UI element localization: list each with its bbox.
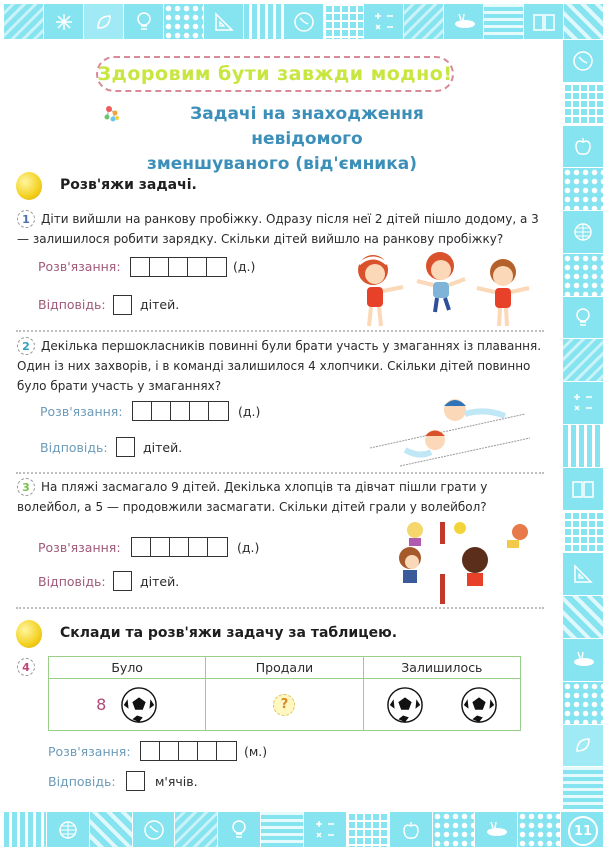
answer-unit: дітей. [140,574,180,589]
apple-icon [400,819,422,841]
dots-tile [518,812,561,848]
clock-tile [284,4,324,40]
task-number: 1 [17,210,35,228]
subtitle-line-2: зменшуваного (від'ємника) [146,154,418,174]
leaf-icon [573,735,593,755]
task-number: 4 [17,658,35,676]
table-header: Продали [206,657,363,679]
task-text: Декілька першокласників повинні були брати участь у змаганнях із плавання. Один із них захворів, і в команді залишилося 4 хлопчики. Скільки дітей повинно було брати участь у змаганнях? [17,339,542,393]
answer-input[interactable] [113,295,132,315]
answer-input[interactable] [126,771,145,791]
book-icon [571,479,595,499]
answer-unit: дітей. [140,297,180,312]
subtitle-line-1: Задачі на знаходження невідомого [190,104,424,149]
lightbulb-icon [230,818,248,842]
lightbulb-icon [135,10,153,34]
lightbulb-tile [563,297,603,340]
sparkle-tile [44,4,84,40]
set-square-icon [572,563,594,585]
dots-tile [433,812,476,848]
lightbulb-icon [574,306,592,330]
decorative-top-border [4,4,604,40]
was-value: 8 [96,695,107,714]
clock-tile [133,812,176,848]
diagonal-tile [563,596,603,639]
stripes-tile [244,4,284,40]
table-cell-was [49,679,206,731]
answer-label: Відповідь: [40,440,108,455]
decorative-right-border [563,40,603,810]
divider [16,607,544,609]
soccer-ball-icon [460,685,498,725]
banner [96,56,454,92]
grid-tile [347,812,390,848]
solution-label: Розв'язання: [48,744,131,759]
soccer-ball-icon [120,685,158,725]
globe-icon [572,221,594,243]
task-text: На пляжі засмагало 9 дітей. Декілька хлопців та дівчат пішли грати у волейбол, а 5 — продовжили засмагати. Скільки дітей грали у волейбол? [17,480,488,514]
dots-tile [563,254,603,297]
book-tile [524,4,564,40]
math-signs-tile [364,4,404,40]
page-subtitle [102,102,462,177]
solution-unit: (д.) [233,259,256,274]
stripes-tile [563,425,603,468]
data-table [48,656,521,731]
rocket-icon [451,13,477,31]
clock-icon [572,50,594,72]
set-square-tile [204,4,244,40]
soccer-ball-icon [386,685,424,725]
answer-input[interactable] [116,437,135,457]
grid-tile [324,4,364,40]
task-number: 2 [17,337,35,355]
hstripes-tile [563,767,603,810]
set-square-tile [563,553,603,596]
running-children-illustration [345,250,545,330]
zigzag-tile [404,4,444,40]
lightbulb-tile [218,812,261,848]
dots-tile [164,4,204,40]
math-signs-icon [572,392,594,414]
answer-unit: дітей. [143,440,183,455]
math-signs-icon [373,11,395,33]
swimming-children-illustration [365,396,545,470]
clock-tile [563,40,603,83]
math-signs-tile [563,382,603,425]
table-cell-sold [206,679,363,731]
volleyball-children-illustration [385,522,545,604]
answer-input[interactable] [113,571,132,591]
solution-unit: (д.) [237,540,260,555]
hstripes-tile [261,812,304,848]
rocket-tile [475,812,518,848]
book-icon [532,12,556,32]
solution-input[interactable] [132,401,229,421]
stripes-tile [4,812,47,848]
zigzag-tile [563,339,603,382]
dots-tile [563,168,603,211]
thinking-emoji-icon [16,620,42,648]
clock-icon [143,819,165,841]
apple-tile [563,126,603,169]
solution-input[interactable] [131,537,228,557]
rocket-tile [444,4,484,40]
apple-tile [390,812,433,848]
globe-tile [47,812,90,848]
set-square-icon [213,11,235,33]
globe-icon [57,819,79,841]
math-signs-icon [314,819,336,841]
dots-tile [563,682,603,725]
rocket-tile [563,639,603,682]
leaf-tile [84,4,124,40]
section-title: Склади та розв'яжи задачу за таблицею. [60,625,398,641]
page-number: 11 [568,816,598,846]
solution-unit: (м.) [244,744,268,759]
solution-input[interactable] [130,257,227,277]
answer-label: Відповідь: [38,574,106,589]
lightbulb-tile [124,4,164,40]
solution-label: Розв'язання: [40,404,123,419]
table-header: Залишилось [363,657,520,679]
solution-label: Розв'язання: [38,259,121,274]
apple-icon [572,135,594,157]
decorative-bottom-border [4,812,604,848]
divider [16,472,544,474]
table-header: Було [49,657,206,679]
rocket-icon [570,651,596,669]
task-number: 3 [17,478,35,496]
answer-unit: м'ячів. [155,774,198,789]
leaf-tile [563,725,603,768]
section-title: Розв'яжи задачі. [60,177,197,193]
solution-input[interactable] [140,741,237,761]
book-tile [563,468,603,511]
divider [16,330,544,332]
grid-tile [563,511,603,554]
thinking-emoji-icon [16,172,42,200]
hstripes-tile [484,4,524,40]
rocket-icon [483,821,509,839]
grid-tile [563,83,603,126]
diagonal-tile [90,812,133,848]
answer-label: Відповідь: [38,297,106,312]
table-cell-remaining [363,679,520,731]
leaf-icon [94,12,114,32]
globe-tile [563,211,603,254]
solution-label: Розв'язання: [38,540,121,555]
solution-unit: (д.) [238,404,261,419]
banner-text: Здоровим бути завжди модно! [97,63,453,85]
task-text: Діти вийшли на ранкову пробіжку. Одразу після неї 2 дітей пішло додому, а 3 — залишилося робити зарядку. Скільки дітей вийшло на ранкову пробіжку? [17,212,539,246]
zigzag-tile [4,4,44,40]
zigzag-tile [175,812,218,848]
math-signs-tile [304,812,347,848]
clock-icon [293,11,315,33]
sparkle-icon [54,12,74,32]
question-mark-icon: ? [273,694,295,716]
diagonal-tile [564,4,604,40]
answer-label: Відповідь: [48,774,116,789]
